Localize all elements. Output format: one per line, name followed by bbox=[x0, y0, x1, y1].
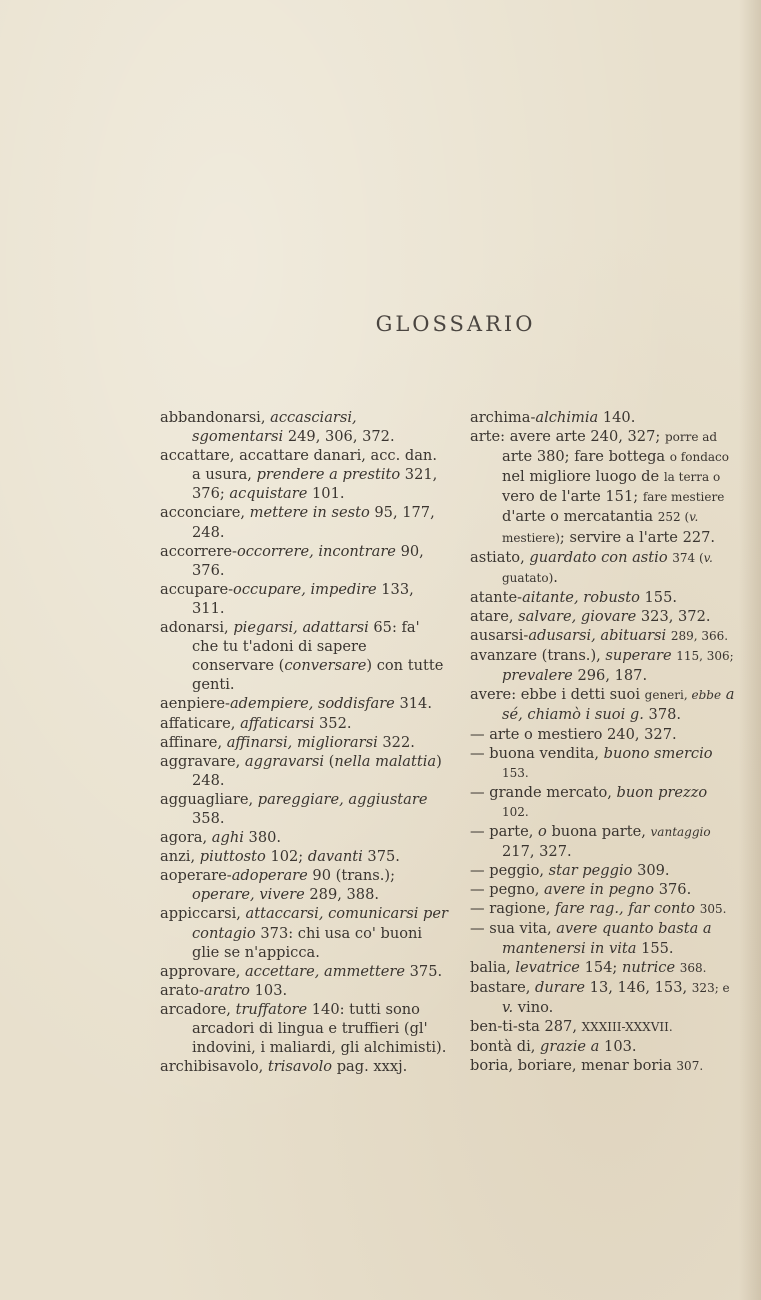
glossary-entry: accattare, accattare danari, acc. dan. a usura, prendere a prestito 321, 376; acquistare 101. bbox=[160, 447, 438, 503]
glossary-entry: aoperare-adoperare 90 (trans.); operare, vivere 289, 388. bbox=[160, 867, 396, 904]
glossary-entry: — ragione, fare rag., far conto 305. bbox=[470, 900, 727, 918]
glossary-entry: avere: ebbe i detti suoi generi, ebbe a sé, chiamò i suoi g. 378. bbox=[470, 686, 735, 724]
glossary-entry: — buona vendita, buono smercio 153. bbox=[470, 744, 713, 780]
glossary-entry: aggravare, aggravarsi (nella malattia) 248. bbox=[160, 752, 442, 789]
glossary-entry: ben-ti-sta 287, XXXIII-XXXVII. bbox=[470, 1017, 673, 1035]
glossary-entry: anzi, piuttosto 102; davanti 375. bbox=[160, 848, 400, 866]
glossary-entry: atare, salvare, giovare 323, 372. bbox=[470, 607, 711, 625]
glossary-entry: archima-alchimia 140. bbox=[470, 409, 636, 426]
left-column bbox=[160, 408, 448, 1076]
glossary-entry: bastare, durare 13, 146, 153, 323; e v. vino. bbox=[470, 978, 730, 1016]
glossary-entry: affaticare, affaticarsi 352. bbox=[160, 714, 352, 732]
glossary-entry: acconciare, mettere in sesto 95, 177, 248. bbox=[160, 504, 435, 541]
glossary-entry: avanzare (trans.), superare 115, 306; prevalere 296, 187. bbox=[470, 647, 734, 685]
glossary-entry: agora, aghi 380. bbox=[160, 829, 282, 847]
glossary-entry: accupare-occupare, impedire 133, 311. bbox=[160, 580, 414, 617]
glossary-entry: agguagliare, pareggiare, aggiustare 358. bbox=[160, 790, 428, 827]
glossary-entry: arcadore, truffatore 140: tutti sono arcadori di lingua e truffieri (gl' indovini, i maliardi, gli alchimisti). bbox=[160, 1000, 447, 1057]
glossary-entry: accorrere-occorrere, incontrare 90, 376. bbox=[160, 542, 424, 579]
glossary-entry: — arte o mestiero 240, 327. bbox=[470, 725, 677, 743]
page-title: GLOSSARIO bbox=[375, 312, 536, 336]
glossary-entry: adonarsi, piegarsi, adattarsi 65: fa' che tu t'adoni di sapere conservare (conversare) con tutte genti. bbox=[160, 619, 444, 694]
glossary-entry: — sua vita, avere quanto basta a mantenersi in vita 155. bbox=[470, 920, 712, 957]
glossary-entry: approvare, accettare, ammettere 375. bbox=[160, 962, 443, 980]
glossary-entry: arte: avere arte 240, 327; porre ad arte 380; fare bottega o fondaco nel migliore luogo de la terra o vero de l'arte 151; fare mestiere d'arte o mercatantia 252 (v. mestiere); servire a l'arte 227. bbox=[470, 428, 729, 546]
glossary-entry: arato-aratro 103. bbox=[160, 981, 288, 999]
glossary-entry: abbandonarsi, accasciarsi, sgomentarsi 249, 306, 372. bbox=[160, 409, 395, 446]
glossary-entry: ausarsi-adusarsi, abituarsi 289, 366. bbox=[470, 627, 729, 645]
glossary-entry: archibisavolo, trisavolo pag. xxxj. bbox=[160, 1058, 408, 1076]
glossary-entry: bontà di, grazie a 103. bbox=[470, 1038, 637, 1055]
page-edge-shadow bbox=[739, 0, 761, 1300]
glossary-entry: affinare, affinarsi, migliorarsi 322. bbox=[160, 733, 415, 751]
glossary-entry: boria, boriare, menar boria 307. bbox=[470, 1057, 704, 1075]
glossary-entry: atante-aitante, robusto 155. bbox=[470, 588, 678, 606]
glossary-entry: — grande mercato, buon prezzo 102. bbox=[470, 783, 708, 819]
glossary-entry: — pegno, avere in pegno 376. bbox=[470, 881, 692, 899]
glossary-entry: balia, levatrice 154; nutrice 368. bbox=[470, 958, 707, 976]
glossary-entry: — peggio, star peggio 309. bbox=[470, 862, 670, 880]
glossary-entry: — parte, o buona parte, vantaggio 217, 327. bbox=[470, 822, 711, 861]
right-column bbox=[470, 408, 738, 1076]
glossary-entry: astiato, guardato con astio 374 (v. guatato). bbox=[470, 548, 713, 586]
glossary-entry: appiccarsi, attaccarsi, comunicarsi per contagio 373: chi usa co' buoni glie se n'appicca. bbox=[160, 905, 448, 961]
glossary-entry: aenpiere-adempiere, soddisfare 314. bbox=[160, 695, 432, 713]
